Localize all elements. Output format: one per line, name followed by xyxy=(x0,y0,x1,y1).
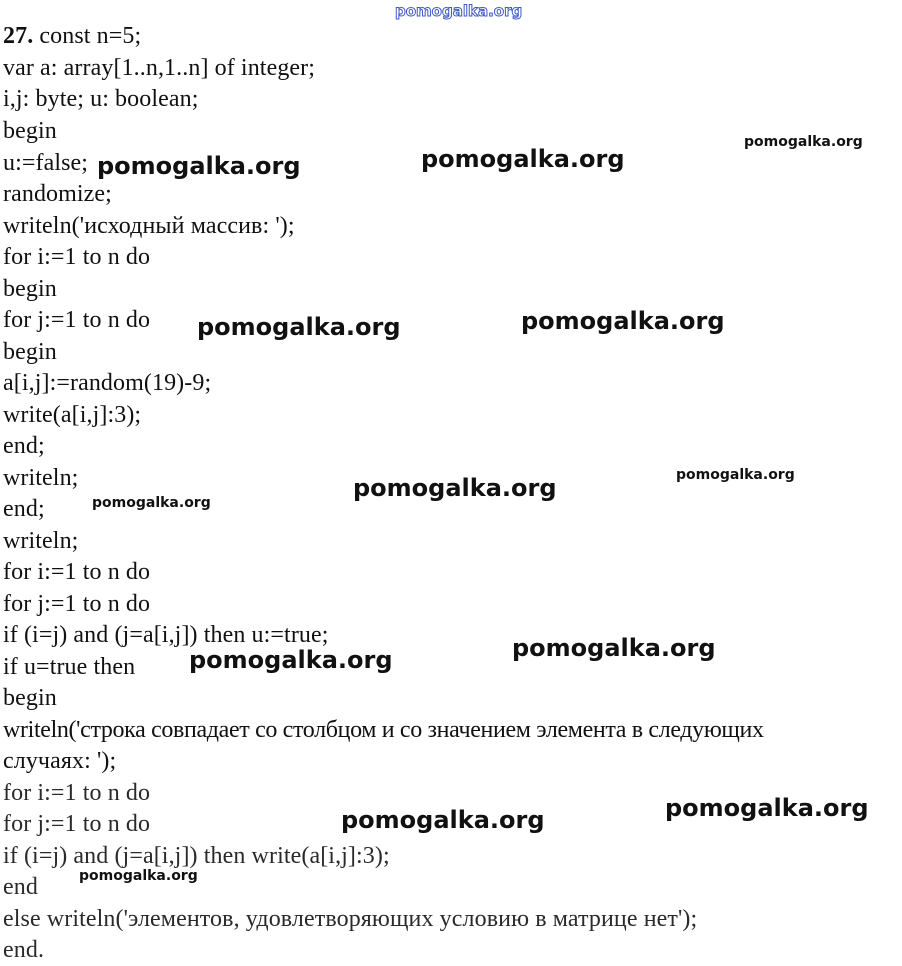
watermark-small-3: pomogalka.org xyxy=(92,495,211,511)
code-line-24: случаях: '); xyxy=(3,748,117,774)
code-line-7: writeln('исходный массив: '); xyxy=(3,213,295,239)
code-line-21: if u=true then xyxy=(3,654,136,680)
watermark-big-3: pomogalka.org xyxy=(197,313,401,341)
watermark-big-2: pomogalka.org xyxy=(421,145,625,173)
watermark-big-4: pomogalka.org xyxy=(521,307,725,335)
code-line-5: u:=false; xyxy=(3,150,89,176)
watermark-big-7: pomogalka.org xyxy=(512,634,716,662)
code-line-6: randomize; xyxy=(3,181,112,207)
watermark-top: pomogalka.org xyxy=(395,2,523,20)
code-line-29: else writeln('элементов, удовлетворяющих условию в матрице нет'); xyxy=(3,906,698,932)
code-line-9: begin xyxy=(3,276,57,302)
code-line-10: for j:=1 to n do xyxy=(3,307,151,333)
code-line-2: var a: array[1..n,1..n] of integer; xyxy=(3,55,316,81)
code-line-28: end xyxy=(3,874,38,900)
code-line-14: end; xyxy=(3,433,45,459)
code-line-1 xyxy=(3,21,141,52)
code-line-30: end. xyxy=(3,937,45,963)
code-line-23: writeln('строка совпадает со столбцом и со значением элемента в следующих xyxy=(3,717,764,743)
code-line-16: end; xyxy=(3,496,45,522)
code-line-13: write(a[i,j]:3); xyxy=(3,402,142,428)
code-line-8: for i:=1 to n do xyxy=(3,244,151,270)
code-line-25: for i:=1 to n do xyxy=(3,780,151,806)
watermark-big-6: pomogalka.org xyxy=(189,646,393,674)
code-line-17: writeln; xyxy=(3,528,79,554)
watermark-small-1: pomogalka.org xyxy=(744,134,863,150)
watermark-small-2: pomogalka.org xyxy=(676,467,795,483)
code-line-3: i,j: byte; u: boolean; xyxy=(3,86,199,112)
code-line-22: begin xyxy=(3,685,57,711)
code-line-12: a[i,j]:=random(19)-9; xyxy=(3,370,212,396)
code-line-26: for j:=1 to n do xyxy=(3,811,151,837)
code-line-27: if (i=j) and (j=a[i,j]) then write(a[i,j]:3); xyxy=(3,843,390,869)
code-line-11: begin xyxy=(3,339,57,365)
code-line-20: if (i=j) and (j=a[i,j]) then u:=true; xyxy=(3,622,329,648)
code-line-18: for i:=1 to n do xyxy=(3,559,151,585)
watermark-big-1: pomogalka.org xyxy=(97,152,301,180)
watermark-big-9: pomogalka.org xyxy=(341,806,545,834)
problem-number: 27. xyxy=(3,23,34,49)
code-line-4: begin xyxy=(3,118,57,144)
code-first-line: const n=5; xyxy=(33,23,142,49)
watermark-big-5: pomogalka.org xyxy=(353,474,557,502)
watermark-small-4: pomogalka.org xyxy=(79,868,198,884)
code-line-15: writeln; xyxy=(3,465,79,491)
code-line-19: for j:=1 to n do xyxy=(3,591,151,617)
watermark-big-8: pomogalka.org xyxy=(665,794,869,822)
